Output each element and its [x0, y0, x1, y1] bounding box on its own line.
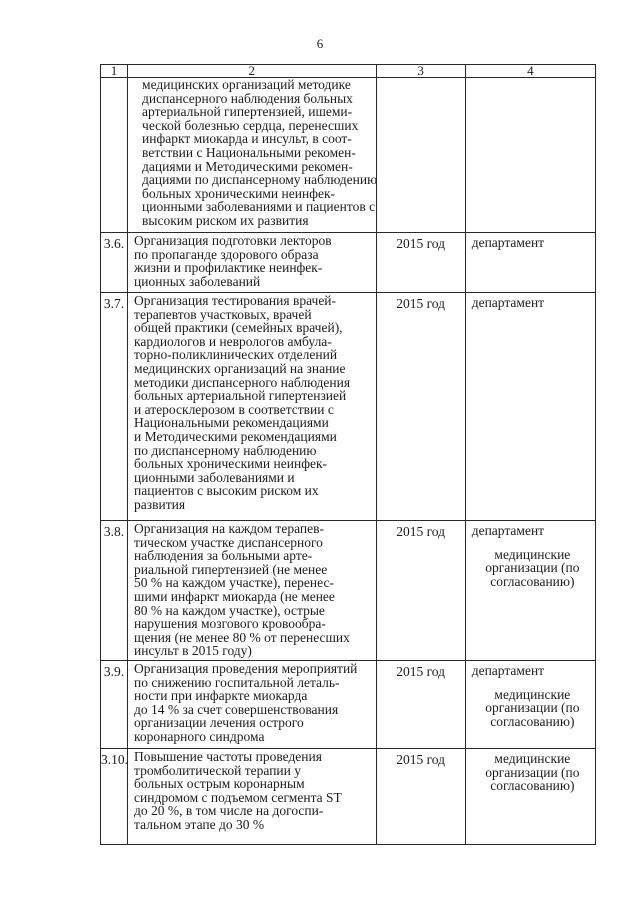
header-cell: 2: [128, 65, 377, 78]
description-line: инсульт в 2015 году): [134, 643, 252, 659]
description-line: до 20 %, в том числе на догоспи-: [134, 803, 324, 819]
description-line: наблюдения за больными арте-: [134, 548, 313, 564]
item-number: 3.7.: [101, 293, 128, 521]
description-line: ционными заболеваниями и пациентов с: [142, 199, 376, 215]
description-line: кардиологов и неврологов амбула-: [134, 333, 332, 349]
description-line: Национальными рекомендациями: [134, 415, 329, 431]
description-line: больных хроническими неинфек-: [134, 456, 327, 472]
description-line: тромболитической терапии у: [134, 762, 302, 778]
item-number: 3.8.: [101, 521, 128, 661]
description-line: Организация проведения мероприятий: [134, 661, 358, 676]
description-line: Организация подготовки лекторов: [134, 233, 332, 248]
executor: департамент: [471, 663, 545, 678]
header-cell: 3: [376, 65, 465, 78]
plan-table: [100, 64, 596, 845]
description-line: 80 % на каждом участке), острые: [134, 602, 325, 618]
description-line: методики диспансерного наблюдения: [134, 374, 351, 390]
description-line: инфаркт миокарда и инсульт, в соот-: [142, 131, 352, 147]
description-line: больных хроническими неинфек-: [142, 185, 335, 201]
description-line: Организация на каждом терапев-: [134, 521, 324, 536]
description-line: ционных заболеваний: [134, 273, 261, 289]
table-row: [101, 293, 596, 521]
executor: медицинские организации (по согласованию): [485, 686, 580, 729]
item-number: 3.6.: [101, 233, 128, 293]
description-line: ветствии с Национальными рекомен-: [142, 144, 356, 160]
header-cell: 1: [101, 65, 128, 78]
executor: медицинские организации (по согласованию): [485, 546, 580, 589]
description-line: коронарного синдрома: [134, 728, 265, 744]
description-line: до 14 % за счет совершенствования: [134, 701, 339, 717]
description-line: и атеросклерозом в соответствии с: [134, 401, 334, 417]
executor: департамент: [471, 295, 545, 310]
item-term: 2015 год: [376, 293, 465, 521]
description-line: синдромом с подъемом сегмента ST: [134, 789, 342, 805]
description-line: 50 % на каждом участке), перенес-: [134, 575, 334, 591]
item-number: 3.9.: [101, 661, 128, 749]
page-number: 6: [316, 36, 324, 51]
description-line: медицинских организаций на знание: [134, 360, 346, 376]
item-description: [128, 661, 377, 749]
table-row: [101, 749, 596, 845]
description-line: тальном этапе до 30 %: [134, 816, 265, 832]
description-line: дациями и Методическими рекомен-: [142, 158, 353, 174]
description-line: ности при инфаркте миокарда: [134, 688, 308, 704]
description-line: щения (не менее 80 % от перенесших: [134, 629, 350, 645]
item-executors: [465, 233, 595, 293]
item-term: 2015 год: [376, 749, 465, 845]
table-row: [101, 661, 596, 749]
item-description: [128, 233, 377, 293]
description-line: медицинских организаций методике: [142, 77, 351, 92]
description-line: общей практики (семейных врачей),: [134, 320, 343, 336]
description-line: шими инфаркт миокарда (не менее: [134, 588, 335, 604]
item-executors: [465, 521, 595, 661]
description-line: пациентов с высоким риском их: [134, 483, 319, 499]
description-line: артериальной гипертензией, ишеми-: [142, 104, 353, 120]
item-term: [376, 78, 465, 233]
item-number: 3.10.: [101, 749, 128, 845]
description-line: дациями по диспансерному наблюдению: [142, 172, 378, 188]
description-line: нарушения мозгового кровообра-: [134, 616, 326, 632]
item-term: 2015 год: [376, 661, 465, 749]
item-description: [128, 749, 377, 845]
description-line: терапевтов участковых, врачей: [134, 306, 312, 322]
executor: департамент: [471, 523, 545, 538]
item-executors: [465, 293, 595, 521]
description-line: по пропаганде здорового образа: [134, 246, 319, 262]
description-line: торно-поликлинических отделений: [134, 347, 338, 363]
description-line: по диспансерному наблюдению: [134, 442, 317, 458]
description-line: и Методическими рекомендациями: [134, 428, 337, 444]
description-line: больных острым коронарным: [134, 776, 305, 792]
description-line: высоким риском их развития: [142, 212, 309, 228]
item-description: [128, 293, 377, 521]
description-line: тическом участке диспансерного: [134, 534, 323, 550]
executor: департамент: [471, 235, 545, 250]
item-description: [128, 521, 377, 661]
item-number: [101, 78, 128, 233]
executor: медицинские организации (по согласованию): [485, 751, 580, 794]
item-executors: [465, 749, 595, 845]
description-line: Организация тестирования врачей-: [134, 293, 337, 308]
description-line: развития: [134, 496, 186, 512]
description-line: жизни и профилактике неинфек-: [134, 260, 323, 276]
table-header-row: [101, 65, 596, 78]
item-term: 2015 год: [376, 233, 465, 293]
table-row: [101, 233, 596, 293]
description-line: ционными заболеваниями и: [134, 469, 295, 485]
description-line: по снижению госпитальной леталь-: [134, 674, 340, 690]
header-cell: 4: [465, 65, 595, 78]
description-line: Повышение частоты проведения: [134, 749, 322, 764]
table-row: [101, 521, 596, 661]
description-line: больных артериальной гипертензией: [134, 388, 347, 404]
table-row: [101, 78, 596, 233]
description-line: ческой болезнью сердца, перенесших: [142, 117, 359, 133]
item-term: 2015 год: [376, 521, 465, 661]
item-executors: [465, 78, 595, 233]
item-executors: [465, 661, 595, 749]
item-description: [128, 78, 377, 233]
description-line: диспансерного наблюдения больных: [142, 90, 353, 106]
description-line: организации лечения острого: [134, 715, 304, 731]
description-line: риальной гипертензией (не менее: [134, 561, 328, 577]
